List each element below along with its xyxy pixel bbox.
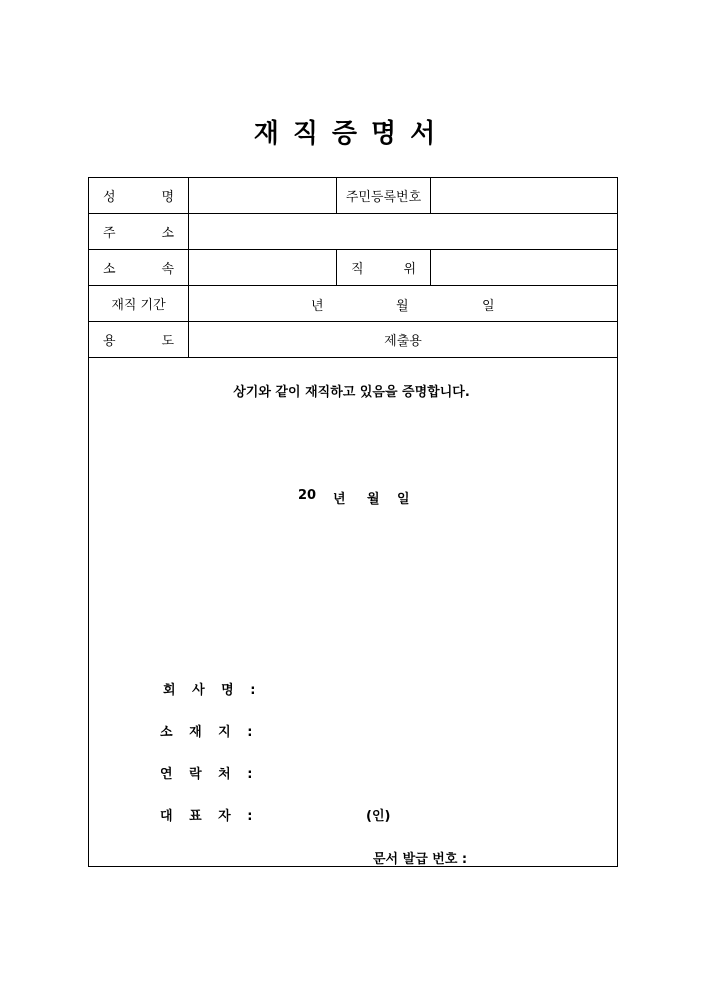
name-label: 성 명 (89, 178, 189, 213)
purpose-value: 제출용 (384, 334, 422, 349)
department-label: 소 속 (89, 250, 189, 285)
row-period (89, 286, 617, 322)
seal-mark: (인) (366, 809, 391, 824)
company-name-label: 회 사 명 : (163, 683, 262, 698)
purpose-label: 용 도 (89, 322, 189, 357)
company-contact-label: 연 락 처 : (160, 767, 259, 782)
department-field[interactable] (189, 250, 337, 285)
date-year: 년 (333, 492, 346, 507)
row-address (89, 214, 617, 250)
date-century: 20 (298, 488, 317, 503)
company-representative-label: 대 표 자 : (160, 809, 259, 824)
document-title: 재직증명서 (253, 119, 450, 149)
period-field[interactable] (189, 286, 617, 321)
period-month: 월 (396, 299, 409, 314)
date-day: 일 (397, 492, 410, 507)
name-field[interactable] (189, 178, 337, 213)
row-purpose (89, 322, 617, 358)
certification-statement: 상기와 같이 재직하고 있음을 증명합니다. (233, 385, 470, 400)
date-month: 월 (367, 492, 380, 507)
address-label: 주 소 (89, 214, 189, 249)
position-field[interactable] (431, 250, 617, 285)
period-label: 재직 기간 (89, 286, 189, 321)
row-department (89, 250, 617, 286)
company-location-label: 소 재 지 : (160, 725, 259, 740)
row-name (89, 178, 617, 214)
resident-number-field[interactable] (431, 178, 617, 213)
period-day: 일 (482, 299, 495, 314)
document-number-label: 문서 발급 번호 : (373, 852, 468, 867)
position-label: 직 위 (337, 250, 431, 285)
period-year: 년 (311, 299, 324, 314)
resident-number-label: 주민등록번호 (337, 178, 431, 213)
address-field[interactable] (189, 214, 617, 249)
